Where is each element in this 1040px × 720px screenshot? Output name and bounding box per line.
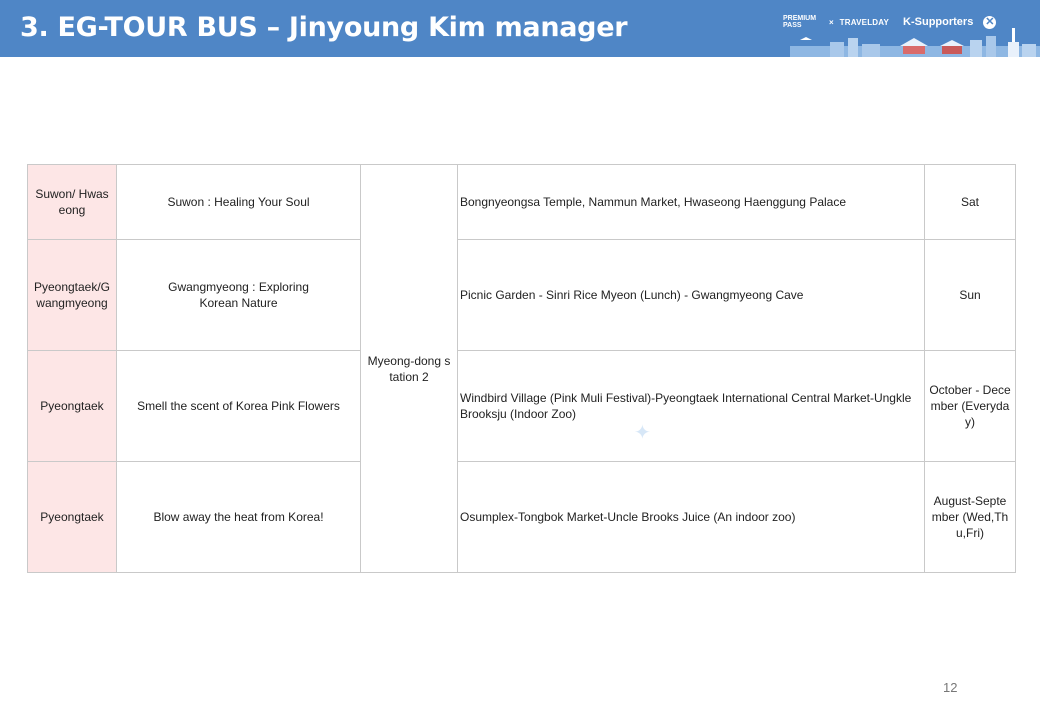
seoul-skyline-illustration (790, 28, 1040, 57)
meeting-point-cell (361, 165, 458, 573)
itinerary-cell: Windbird Village (Pink Muli Festival)-Pyeongtaek International Central Market-Ungkle Brooksju (Indoor Zoo) (458, 351, 925, 462)
page-title: 3. EG-TOUR BUS – Jinyoung Kim manager (20, 12, 628, 43)
region-cell: Pyeongtaek (28, 351, 117, 462)
tour-bus-table (27, 164, 1016, 573)
tour-name-text: Gwangmyeong : Exploring Korean Nature (168, 280, 309, 310)
travelday-logo: TRAVELDAY (839, 17, 890, 27)
table-row (28, 462, 1016, 573)
table-row (28, 351, 1016, 462)
itinerary-cell: Picnic Garden - Sinri Rice Myeon (Lunch) - Gwangmyeong Cave (458, 240, 925, 351)
tour-name-cell: Smell the scent of Korea Pink Flowers (117, 351, 361, 462)
tour-name-cell: Suwon : Healing Your Soul (117, 165, 361, 240)
schedule-cell: Sat (925, 165, 1016, 240)
tour-name-cell (117, 240, 361, 351)
page-number: 12 (943, 680, 958, 695)
schedule-cell: Sun (925, 240, 1016, 351)
table-row (28, 165, 1016, 240)
itinerary-cell: Osumplex-Tongbok Market-Uncle Brooks Juice (An indoor zoo) (458, 462, 925, 573)
region-cell: Suwon/ Hwaseong (28, 165, 117, 240)
slide-header (0, 0, 1040, 57)
region-cell: Pyeongtaek/Gwangmyeong (28, 240, 117, 351)
sparkle-watermark-icon: ✦ (634, 422, 651, 444)
table-row (28, 240, 1016, 351)
meeting-point-text: Myeong-dong station 2 (367, 353, 451, 384)
tour-name-cell: Blow away the heat from Korea! (117, 462, 361, 573)
collab-x: × (829, 17, 834, 27)
close-icon: ✕ (985, 15, 995, 28)
airplane-icon (800, 37, 812, 40)
schedule-cell: October - December (Everyday) (925, 351, 1016, 462)
tour-table-container (27, 164, 1015, 573)
k-supporters-logo: K-Supporters (903, 16, 974, 28)
premium-pass-logo: PREMIUM PASS (783, 15, 817, 29)
schedule-cell: August-September (Wed,Thu,Fri) (925, 462, 1016, 573)
itinerary-cell: Bongnyeongsa Temple, Nammun Market, Hwaseong Haenggung Palace (458, 165, 925, 240)
region-cell: Pyeongtaek (28, 462, 117, 573)
